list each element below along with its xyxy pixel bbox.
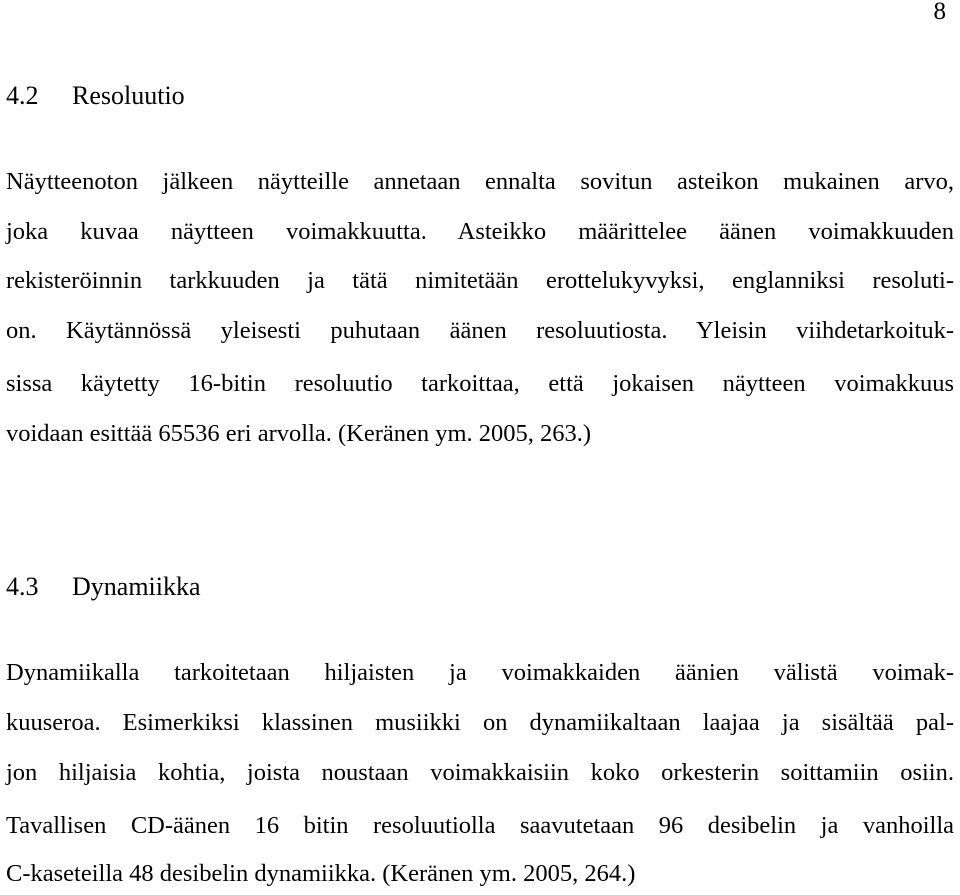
text-line: joka kuvaa näytteen voimakkuutta. Asteikko määrittelee äänen voimakkuuden — [6, 218, 954, 245]
text-line: rekisteröinnin tarkkuuden ja tätä nimitetään erottelukyvyksi, englanniksi resoluti- — [6, 267, 954, 294]
text-line: jon hiljaisia kohtia, joista noustaan voimakkaisiin koko orkesterin soittamiin osiin. — [6, 759, 954, 786]
section-title: Resoluutio — [72, 81, 185, 110]
text-line: voidaan esittää 65536 eri arvolla. (Keränen ym. 2005, 263.) — [6, 420, 592, 447]
text-line: C-kaseteilla 48 desibelin dynamiikka. (Keränen ym. 2005, 264.) — [6, 860, 636, 887]
text-line: on. Käytännössä yleisesti puhutaan äänen resoluutiosta. Yleisin viihdetarkoituk- — [6, 317, 954, 344]
text-line: Näytteenoton jälkeen näytteille annetaan ennalta sovitun asteikon mukainen arvo, — [6, 168, 954, 195]
section-heading-resoluutio — [6, 80, 185, 112]
section-heading-dynamiikka — [6, 571, 201, 603]
section-title: Dynamiikka — [72, 572, 201, 601]
section-number: 4.3 — [6, 572, 39, 601]
text-line: Dynamiikalla tarkoitetaan hiljaisten ja voimakkaiden äänien välistä voimak- — [6, 659, 954, 686]
text-line: kuuseroa. Esimerkiksi klassinen musiikki on dynamiikaltaan laajaa ja sisältää pal- — [6, 709, 954, 736]
page-number: 8 — [933, 0, 946, 25]
text-line: sissa käytetty 16-bitin resoluutio tarkoittaa, että jokaisen näytteen voimakkuus — [6, 370, 954, 397]
text-line: Tavallisen CD-äänen 16 bitin resoluutiolla saavutetaan 96 desibelin ja vanhoilla — [6, 812, 954, 839]
section-number: 4.2 — [6, 81, 39, 110]
